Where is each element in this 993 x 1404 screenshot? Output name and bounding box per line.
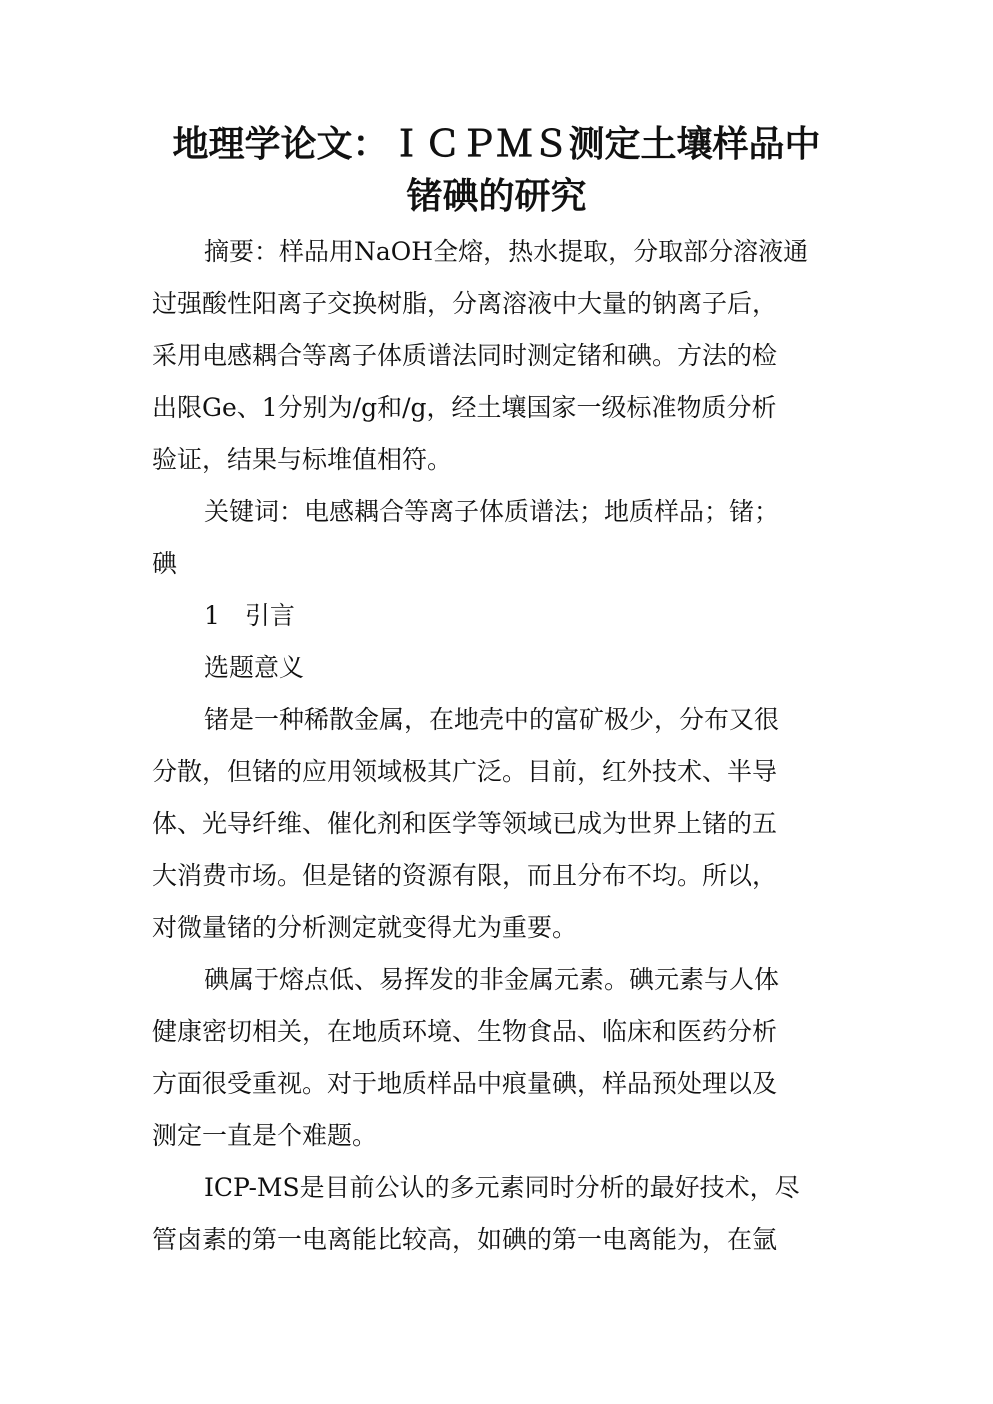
text-line: ICP-MS是目前公认的多元素同时分析的最好技术，尽 bbox=[204, 1173, 800, 1202]
text-line: 碘 bbox=[152, 549, 178, 578]
text-line: 摘要：样品用NaOH全熔，热水提取，分取部分溶液通 bbox=[204, 237, 809, 266]
text-line: 过强酸性阳离子交换树脂，分离溶液中大量的钠离子后， bbox=[152, 289, 778, 318]
document-title bbox=[0, 119, 993, 223]
text-line: 对微量锗的分析测定就变得尤为重要。 bbox=[152, 913, 578, 942]
text-line: 体、光导纤维、催化剂和医学等领域已成为世界上锗的五 bbox=[152, 809, 778, 838]
text-line: 锗是一种稀散金属，在地壳中的富矿极少，分布又很 bbox=[204, 705, 780, 734]
text-line: 分散，但锗的应用领域极其广泛。目前，红外技术、半导 bbox=[152, 757, 778, 786]
text-line: 出限Ge、1分别为/g和/g，经土壤国家一级标准物质分析 bbox=[152, 393, 777, 422]
text-line: 健康密切相关，在地质环境、生物食品、临床和医药分析 bbox=[152, 1017, 778, 1046]
text-line: 验证，结果与标堆值相符。 bbox=[152, 445, 453, 474]
title-line: 地理学论文：ＩＣＰＭＳ测定土壤样品中 bbox=[172, 124, 821, 165]
text-line: 测定一直是个难题。 bbox=[152, 1121, 378, 1150]
text-line: 1 引言 bbox=[204, 601, 295, 630]
text-line: 关键词：电感耦合等离子体质谱法；地质样品；锗； bbox=[204, 497, 780, 526]
title-line: 锗碘的研究 bbox=[406, 176, 587, 217]
text-line: 大消费市场。但是锗的资源有限，而且分布不均。所以， bbox=[152, 861, 778, 890]
text-line: 采用电感耦合等离子体质谱法同时测定锗和碘。方法的检 bbox=[152, 341, 778, 370]
document-body bbox=[152, 226, 842, 1266]
text-line: 管卤素的第一电离能比较高，如碘的第一电离能为，在氩 bbox=[152, 1225, 778, 1254]
text-line: 选题意义 bbox=[204, 653, 305, 682]
text-line: 碘属于熔点低、易挥发的非金属元素。碘元素与人体 bbox=[204, 965, 780, 994]
text-line: 方面很受重视。对于地质样品中痕量碘，样品预处理以及 bbox=[152, 1069, 778, 1098]
